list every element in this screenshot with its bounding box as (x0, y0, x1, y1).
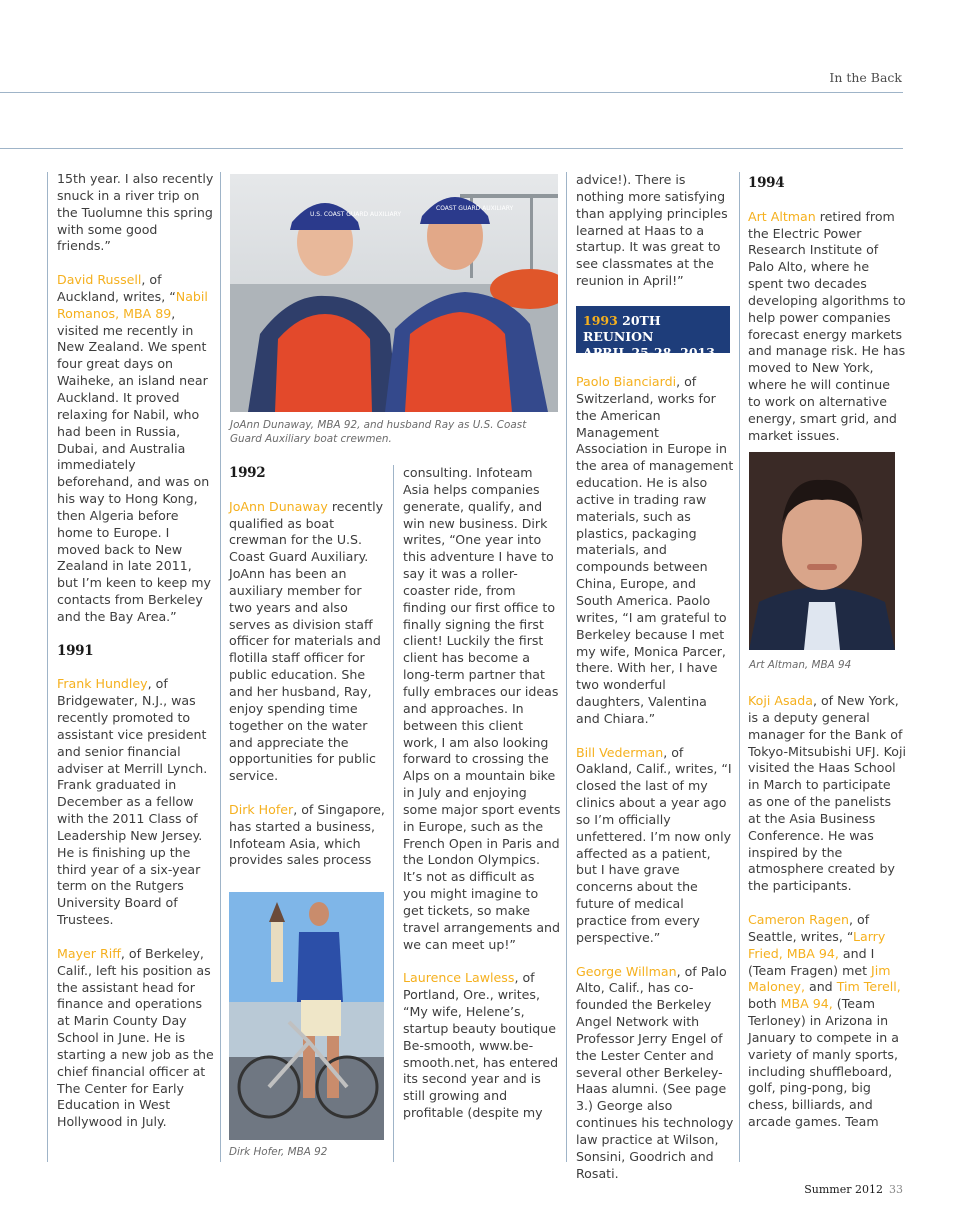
alumni-name: JoAnn Dunaway (229, 498, 328, 514)
entry-laurence-lawless: Laurence Lawless, of Portland, Ore., writes, “My wife, Helene’s, startup beauty boutique Be-smooth, www.be-smooth.net, has entered its second year and is still growing and profitable (despite my (403, 970, 559, 1121)
column-divider (566, 172, 567, 1162)
column-divider (220, 172, 221, 1162)
alumni-name: Laurence Lawless (403, 970, 515, 986)
column-2 (229, 465, 387, 869)
class-year-heading: 1994 (748, 175, 785, 191)
content-top-rule (0, 148, 903, 149)
alumni-name: Paolo Bianciardi (576, 374, 677, 389)
alumni-name: Frank Hundley (57, 676, 148, 692)
entry-bill-vederman: Bill Vederman, of Oakland, Calif., writes, “I closed the last of my clinics about a year ago so I’m officially unfettered. I’m now only affected as a patient, but I have grave concerns about the future of medical practice from every perspective.” (576, 744, 732, 945)
issue-label: Summer 2012 (804, 1183, 883, 1196)
photo-caption: JoAnn Dunaway, MBA 92, and husband Ray as U.S. Coast Guard Auxiliary boat crewmen. (230, 419, 527, 445)
alumni-name: Dirk Hofer (229, 801, 294, 817)
alumni-name: Koji Asada (748, 693, 813, 708)
entry-koji-asada: Koji Asada, of New York, is a deputy general manager for the Bank of Tokyo-Mitsubishi UFJ. Koji visited the Haas School in March to participate as one of the panelists at the Asia Business Conference. He was inspired by the atmosphere created by the participants. (748, 693, 906, 894)
column-divider (47, 172, 48, 1162)
entry-david-russell: David Russell, of Auckland, writes, “Nabil Romanos, MBA 89, visited me recently in New Zealand. We spent four great days on Waiheke, an island near Auckland. It proved relaxing for Nabil, who had been in Russia, Dubai, and Australia immediately beforehand, and was on his way to Hong Kong, then Algeria before home to Europe. I moved back to New Zealand in late 2011, but I’m keen to keep my contacts from Berkeley and the Bay Area.” (57, 272, 211, 624)
column-1 (57, 171, 215, 1131)
alumni-name: George Willman (576, 963, 677, 979)
entry-mayer-riff: Mayer Riff, of Berkeley, Calif., left his position as the assistant head for finance and operations at Marin County Day School in June. He is starting a new job as the chief financial officer at The Center for Early Education in West Hollywood in July. (57, 945, 214, 1130)
column-divider (739, 172, 740, 1162)
alumni-name: Mayer Riff (57, 945, 121, 961)
coast-guard-photo-image (230, 174, 558, 412)
dunaway-photo (230, 174, 558, 412)
alumni-name: Larry Fried, MBA 94, (748, 928, 886, 961)
reunion-banner (576, 306, 730, 360)
alumni-name: MBA 94, (780, 996, 833, 1012)
portrait-photo-image (749, 452, 895, 650)
entry-frank-hundley: Frank Hundley, of Bridgewater, N.J., was recently promoted to assistant vice president and senior financial adviser at Merrill Lynch. Frank graduated in December as a fellow with the 2011 Class of Leadership New Jersey. He is finishing up the third year of a six-year term on the Rutgers University Board of Trustees. (57, 676, 208, 928)
column-5 (748, 175, 906, 445)
page-number: 33 (889, 1183, 903, 1196)
alumni-name: Cameron Ragen (748, 911, 850, 927)
paragraph: consulting. Infoteam Asia helps companies generate, qualify, and win new business. Dirk writes, “One year into this adventure I have to say it was a roller-coaster ride, from finding our first office to finally signing the first client! Luckily the first client has become a long-term partner that fully embraces our ideas and approaches. In between this client work, I am also looking forward to crossing the Alps on a mountain bike in July and enjoying some major sport events in Europe, such as the French Open in Paris and the London Olympics. It’s not as difficult as you might imagine to get tickets, so make travel arrangements and we can meet up!” (403, 465, 561, 952)
alumni-name: Jim Maloney, (748, 962, 891, 995)
page-footer (804, 1183, 903, 1196)
entry-joann-dunaway: JoAnn Dunaway recently qualified as boat crewman for the U.S. Coast Guard Auxiliary. JoAnn has been an auxiliary member for two years and also serves as division staff officer for materials and flotilla staff officer for public education. She and her husband, Ray, enjoy spending time together on the water and appreciate the opportunities for public service. (229, 498, 384, 784)
hofer-photo (229, 892, 384, 1140)
photo-caption: Dirk Hofer, MBA 92 (229, 1146, 328, 1158)
column-3 (403, 465, 561, 1122)
alumni-name: Tim Terell, (836, 979, 901, 995)
paragraph: 15th year. I also recently snuck in a river trip on the Tuolumne this spring with some good friends.” (57, 171, 214, 254)
header-rule (0, 92, 903, 93)
alumni-name: Bill Vederman (576, 744, 664, 760)
photo-caption: Art Altman, MBA 94 (749, 659, 852, 671)
entry-art-altman: Art Altman retired from the Electric Power Research Institute of Palo Alto, where he spent two decades developing algorithms to help power companies forecast energy markets and manage risk. He has moved to New York, where he will continue to work on alternative energy, smart grid, and market issues. (748, 208, 906, 443)
alumni-name: Nabil Romanos, MBA 89 (57, 288, 208, 321)
column-5-continued (748, 693, 906, 1131)
column-4-continued (576, 374, 734, 1183)
paragraph: advice!). There is nothing more satisfying than applying principles learned at Haas to a startup. It was great to see classmates at the reunion in April!” (576, 172, 728, 289)
altman-photo (749, 452, 895, 650)
cyclist-photo-image (229, 892, 384, 1140)
entry-dirk-hofer: Dirk Hofer, of Singapore, has started a business, Infoteam Asia, which provides sales process (229, 801, 385, 868)
reunion-year: 1993 (583, 313, 618, 328)
entry-george-willman: George Willman, of Palo Alto, Calif., has co-founded the Berkeley Angel Network with Professor Jerry Engel of the Lester Center and several other Berkeley-Haas alumni. (See page 3.) George also continues his technology law practice at Wilson, Sonsini, Goodrich and Rosati. (576, 963, 734, 1181)
entry-paolo-bianciardi: Paolo Bianciardi, of Switzerland, works for the American Management Association in Europe in the area of management education. He is also active in trading raw materials, such as plastics, packaging materials, and compounds between China, Europe, and South America. Paolo writes, “I am grateful to Berkeley because I met my wife, Monica Parcer, there. With her, I have two wonderful daughters, Valentina and Chiara.” (576, 374, 734, 726)
alumni-name: David Russell (57, 272, 142, 288)
class-year-heading: 1991 (57, 642, 94, 659)
reunion-title: 20TH REUNION (583, 313, 661, 344)
cap-logo-text: COAST GUARD AUXILIARY (436, 205, 514, 212)
alumni-name: Art Altman (748, 208, 816, 224)
column-4 (576, 172, 734, 290)
reunion-dates: APRIL 25-28, 2013 (583, 345, 715, 360)
cap-logo-text: U.S. COAST GUARD AUXILIARY (310, 211, 402, 218)
entry-cameron-ragen: Cameron Ragen, of Seattle, writes, “Larry Fried, MBA 94, and I (Team Fragen) met Jim Maloney, and Tim Terell, both MBA 94, (Team Terloney) in Arizona in January to compete in a variety of manly sports, including shuffleboard, golf, ping-pong, big chess, billiards, and arcade games. Team (748, 911, 901, 1130)
class-year-heading: 1992 (229, 465, 266, 481)
column-divider (393, 465, 394, 1162)
section-label: In the Back (829, 70, 902, 85)
